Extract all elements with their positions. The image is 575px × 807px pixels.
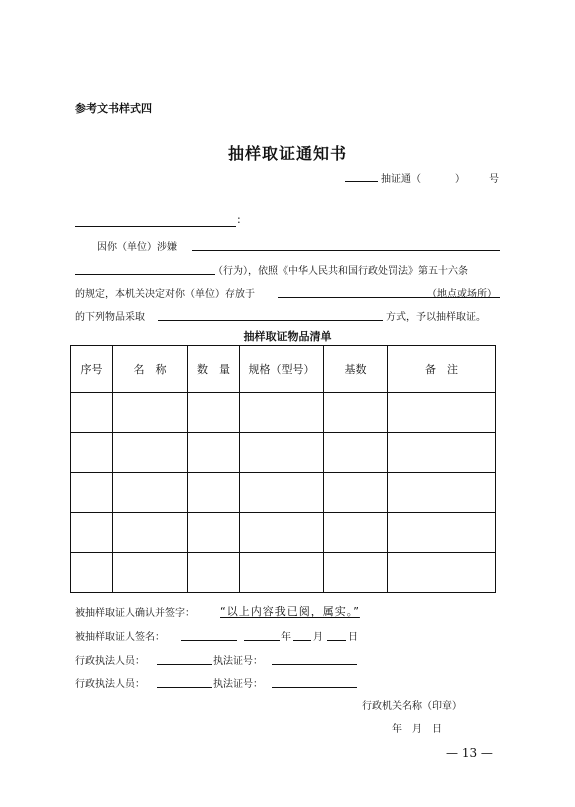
table-cell (324, 473, 388, 513)
para-line3-text: 的规定，本机关决定对你（单位）存放于 (75, 289, 255, 300)
doc-no-unit: 号 (489, 174, 499, 185)
sign-label: 被抽样取证人签名： (75, 632, 165, 643)
officer-1-cert-label: 执法证号： (213, 656, 263, 667)
table-cell (113, 513, 188, 553)
sign-year-blank (244, 640, 280, 641)
recipient-colon: : (237, 213, 241, 226)
officer-2-cert-blank (272, 687, 357, 688)
sign-year: 年 (281, 632, 291, 643)
footer-date: 年 月 日 (392, 724, 442, 735)
header-label: 参考文书样式四 (75, 102, 152, 115)
officer-2-name-blank (157, 687, 212, 688)
col-header-remark: 备 注 (388, 346, 496, 393)
table-cell (113, 433, 188, 473)
table-cell (71, 473, 113, 513)
table-cell (71, 433, 113, 473)
table-cell (188, 473, 240, 513)
officer-2-label: 行政执法人员： (75, 679, 145, 690)
table-row (71, 553, 496, 593)
page-number: — 13 — (446, 746, 493, 760)
table-cell (71, 513, 113, 553)
sign-month-blank (293, 640, 311, 641)
table-cell (240, 473, 324, 513)
table-cell (388, 433, 496, 473)
table-header-row (71, 346, 496, 393)
col-header-index: 序号 (71, 346, 113, 393)
doc-no-prefix: 抽证通（ (381, 174, 421, 185)
para-line1-text: 因你（单位）涉嫌 (97, 242, 177, 253)
doc-no-suffix: ） (455, 174, 465, 185)
table-cell (388, 393, 496, 433)
doc-no-blank (345, 181, 378, 182)
para-line2-text: （行为），依照《中华人民共和国行政处罚法》第五十六条 (213, 266, 468, 277)
para-line3-place: （地点或场所） (427, 289, 497, 300)
para-line2-blank (75, 274, 215, 275)
sign-day-blank (327, 640, 346, 641)
table-cell (388, 553, 496, 593)
confirm-label: 被抽样取证人确认并签字： (75, 608, 195, 619)
recipient-blank (75, 226, 236, 227)
org-seal-label: 行政机关名称（印章） (362, 701, 462, 712)
table-cell (240, 513, 324, 553)
para-line4-blank (158, 320, 383, 321)
para-line1-blank (192, 250, 500, 251)
table-cell (240, 393, 324, 433)
officer-1-name-blank (157, 664, 212, 665)
table-cell (71, 553, 113, 593)
sign-day: 日 (348, 632, 358, 643)
table-row (71, 513, 496, 553)
table-cell (324, 553, 388, 593)
officer-1-cert-blank (272, 664, 357, 665)
table-cell (388, 513, 496, 553)
table-cell (71, 393, 113, 433)
table-row (71, 433, 496, 473)
table-cell (188, 553, 240, 593)
sign-month: 月 (313, 632, 323, 643)
para-line4-suffix: 方式，予以抽样取证。 (386, 312, 486, 323)
table-cell (324, 513, 388, 553)
para-line4-text: 的下列物品采取 (75, 312, 145, 323)
table-cell (240, 433, 324, 473)
table-cell (388, 473, 496, 513)
table-cell (188, 393, 240, 433)
table-row (71, 393, 496, 433)
table-cell (324, 433, 388, 473)
table-cell (240, 553, 324, 593)
officer-1-label: 行政执法人员： (75, 656, 145, 667)
page-title: 抽样取证通知书 (227, 144, 347, 163)
table-row (71, 473, 496, 513)
table-cell (324, 393, 388, 433)
col-header-name: 名 称 (113, 346, 188, 393)
table-cell (113, 393, 188, 433)
col-header-spec: 规格（型号） (240, 346, 324, 393)
table-cell (113, 553, 188, 593)
items-table (70, 345, 496, 593)
col-header-quantity: 数 量 (188, 346, 240, 393)
officer-2-cert-label: 执法证号： (213, 679, 263, 690)
sign-blank (181, 640, 237, 641)
table-title: 抽样取证物品清单 (243, 330, 332, 343)
table-cell (188, 433, 240, 473)
table-cell (113, 473, 188, 513)
col-header-base: 基数 (324, 346, 388, 393)
table-cell (188, 513, 240, 553)
confirm-text: “以上内容我已阅，属实。” (220, 605, 360, 618)
